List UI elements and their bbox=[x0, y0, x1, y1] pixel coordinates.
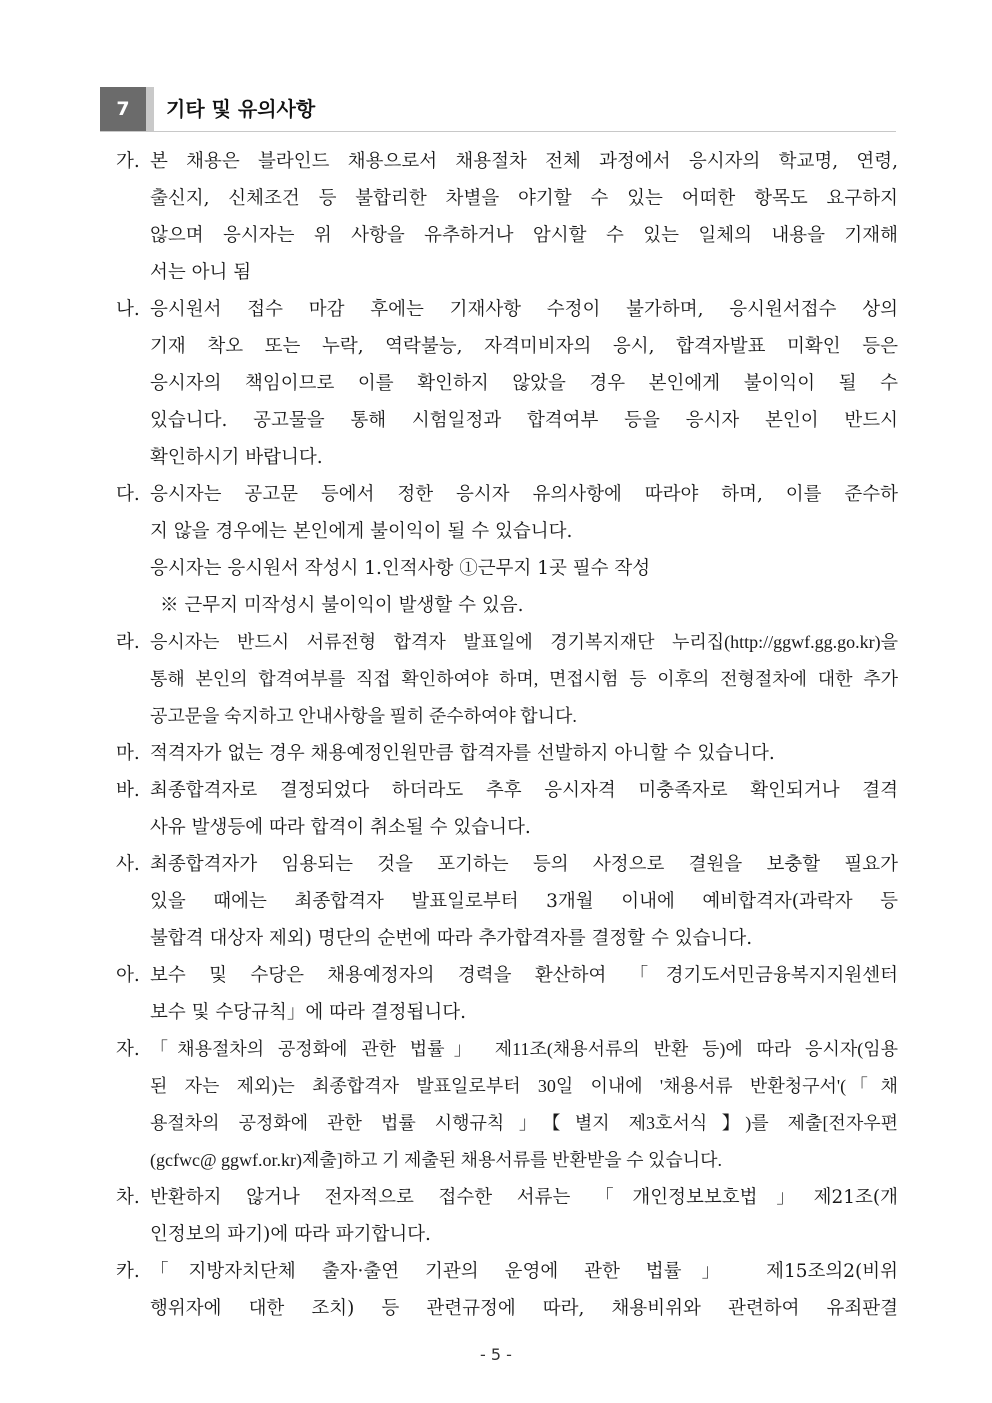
item-line: 적격자가 없는 경우 채용예정인원만큼 합격자를 선발하지 아니할 수 있습니다. bbox=[150, 743, 775, 764]
item-marker: 바. bbox=[116, 780, 140, 801]
item-line: 최종합격자가 임용되는 것을 포기하는 등의 사정으로 결원을 보충할 필요가 bbox=[150, 854, 898, 875]
item-line: 용절차의 공정화에 관한 법률 시행규칙」【별지 제3호서식】)를 제출[전자우편 bbox=[150, 1113, 898, 1133]
item-marker: 다. bbox=[116, 484, 140, 505]
section-number: 7 bbox=[100, 87, 146, 131]
item-line: 않으며 응시자는 위 사항을 유추하거나 암시할 수 있는 일체의 내용을 기재해 bbox=[150, 225, 898, 246]
list-item-ma bbox=[116, 735, 898, 772]
item-line: 「지방자치단체 출자·출연 기관의 운영에 관한 법률」 제15조의2(비위 bbox=[150, 1261, 898, 1282]
list-item-sa bbox=[116, 846, 898, 957]
item-line: 확인하시기 바랍니다. bbox=[150, 447, 323, 468]
item-line: 보수 및 수당은 채용예정자의 경력을 환산하여 「경기도서민금융복지지원센터 bbox=[150, 965, 898, 986]
item-marker: 나. bbox=[116, 299, 140, 320]
list-item-ra bbox=[116, 624, 898, 735]
item-line: 불합격 대상자 제외) 명단의 순번에 따라 추가합격자를 결정할 수 있습니다. bbox=[150, 928, 753, 949]
item-note: ※ 근무지 미작성시 불이익이 발생할 수 있음. bbox=[160, 595, 524, 616]
list-item-na bbox=[116, 291, 898, 476]
item-marker: 라. bbox=[116, 632, 140, 653]
list-item-ka bbox=[116, 1253, 898, 1327]
item-line: 지 않을 경우에는 본인에게 불이익이 될 수 있습니다. bbox=[150, 521, 573, 542]
item-line: 된 자는 제외)는 최종합격자 발표일로부터 30일 이내에 '채용서류 반환청구서'(「채 bbox=[150, 1076, 898, 1096]
item-marker: 가. bbox=[116, 151, 140, 172]
item-line: 통해 본인의 합격여부를 직접 확인하여야 하며, 면접시험 등 이후의 전형절차에 대한 추가 bbox=[150, 669, 898, 689]
item-line: 응시자는 응시원서 작성시 1.인적사항 ①근무지 1곳 필수 작성 bbox=[150, 558, 651, 579]
section-title: 기타 및 유의사항 bbox=[166, 97, 316, 121]
item-line: 인정보의 파기)에 따라 파기합니다. bbox=[150, 1224, 431, 1245]
item-line: 있습니다. 공고물을 통해 시험일정과 합격여부 등을 응시자 본인이 반드시 bbox=[150, 410, 898, 431]
item-marker: 자. bbox=[116, 1039, 140, 1060]
item-marker: 사. bbox=[116, 854, 140, 875]
item-marker: 아. bbox=[116, 965, 140, 986]
item-line: 「채용절차의 공정화에 관한 법률」 제11조(채용서류의 반환 등)에 따라 응시자(임용 bbox=[150, 1039, 898, 1059]
item-line: (gcfwc@ ggwf.or.kr)제출]하고 기 제출된 채용서류를 반환받을 수 있습니다. bbox=[150, 1150, 723, 1170]
item-line: 응시자는 공고문 등에서 정한 응시자 유의사항에 따라야 하며, 이를 준수하 bbox=[150, 484, 898, 505]
item-line: 응시원서 접수 마감 후에는 기재사항 수정이 불가하며, 응시원서접수 상의 bbox=[150, 299, 898, 320]
list-item-ba bbox=[116, 772, 898, 846]
page-number: - 5 - bbox=[480, 1345, 512, 1364]
item-marker: 마. bbox=[116, 743, 140, 764]
item-line: 본 채용은 블라인드 채용으로서 채용절차 전체 과정에서 응시자의 학교명, 연령, bbox=[150, 151, 898, 172]
section-header bbox=[100, 87, 896, 132]
item-line: 공고문을 숙지하고 안내사항을 필히 준수하여야 합니다. bbox=[150, 706, 577, 726]
item-line: 응시자의 책임이므로 이를 확인하지 않았을 경우 본인에게 불이익이 될 수 bbox=[150, 373, 898, 394]
list-item-cha bbox=[116, 1179, 898, 1253]
item-line: 반환하지 않거나 전자적으로 접수한 서류는 「개인정보보호법」제21조(개 bbox=[150, 1187, 898, 1208]
item-line: 보수 및 수당규칙」에 따라 결정됩니다. bbox=[150, 1002, 466, 1023]
list-item-ja bbox=[116, 1031, 898, 1179]
item-line: 기재 착오 또는 누락, 역락불능, 자격미비자의 응시, 합격자발표 미확인 등은 bbox=[150, 336, 898, 357]
notice-list bbox=[116, 143, 898, 1327]
item-line: 있을 때에는 최종합격자 발표일로부터 3개월 이내에 예비합격자(과락자 등 bbox=[150, 891, 898, 912]
item-line: 출신지, 신체조건 등 불합리한 차별을 야기할 수 있는 어떠한 항목도 요구하지 bbox=[150, 188, 898, 209]
item-line: 응시자는 반드시 서류전형 합격자 발표일에 경기복지재단 누리집(http://ggwf.gg.go.kr)을 bbox=[150, 632, 898, 652]
list-item-ga bbox=[116, 143, 898, 291]
item-marker: 차. bbox=[116, 1187, 140, 1208]
item-line: 사유 발생등에 따라 합격이 취소될 수 있습니다. bbox=[150, 817, 531, 838]
item-line: 최종합격자로 결정되었다 하더라도 추후 응시자격 미충족자로 확인되거나 결격 bbox=[150, 780, 898, 801]
item-line: 행위자에 대한 조치) 등 관련규정에 따라, 채용비위와 관련하여 유죄판결 bbox=[150, 1298, 898, 1319]
list-item-da bbox=[116, 476, 898, 624]
item-marker: 카. bbox=[116, 1261, 140, 1282]
list-item-a bbox=[116, 957, 898, 1031]
item-line: 서는 아니 됨 bbox=[150, 262, 252, 283]
